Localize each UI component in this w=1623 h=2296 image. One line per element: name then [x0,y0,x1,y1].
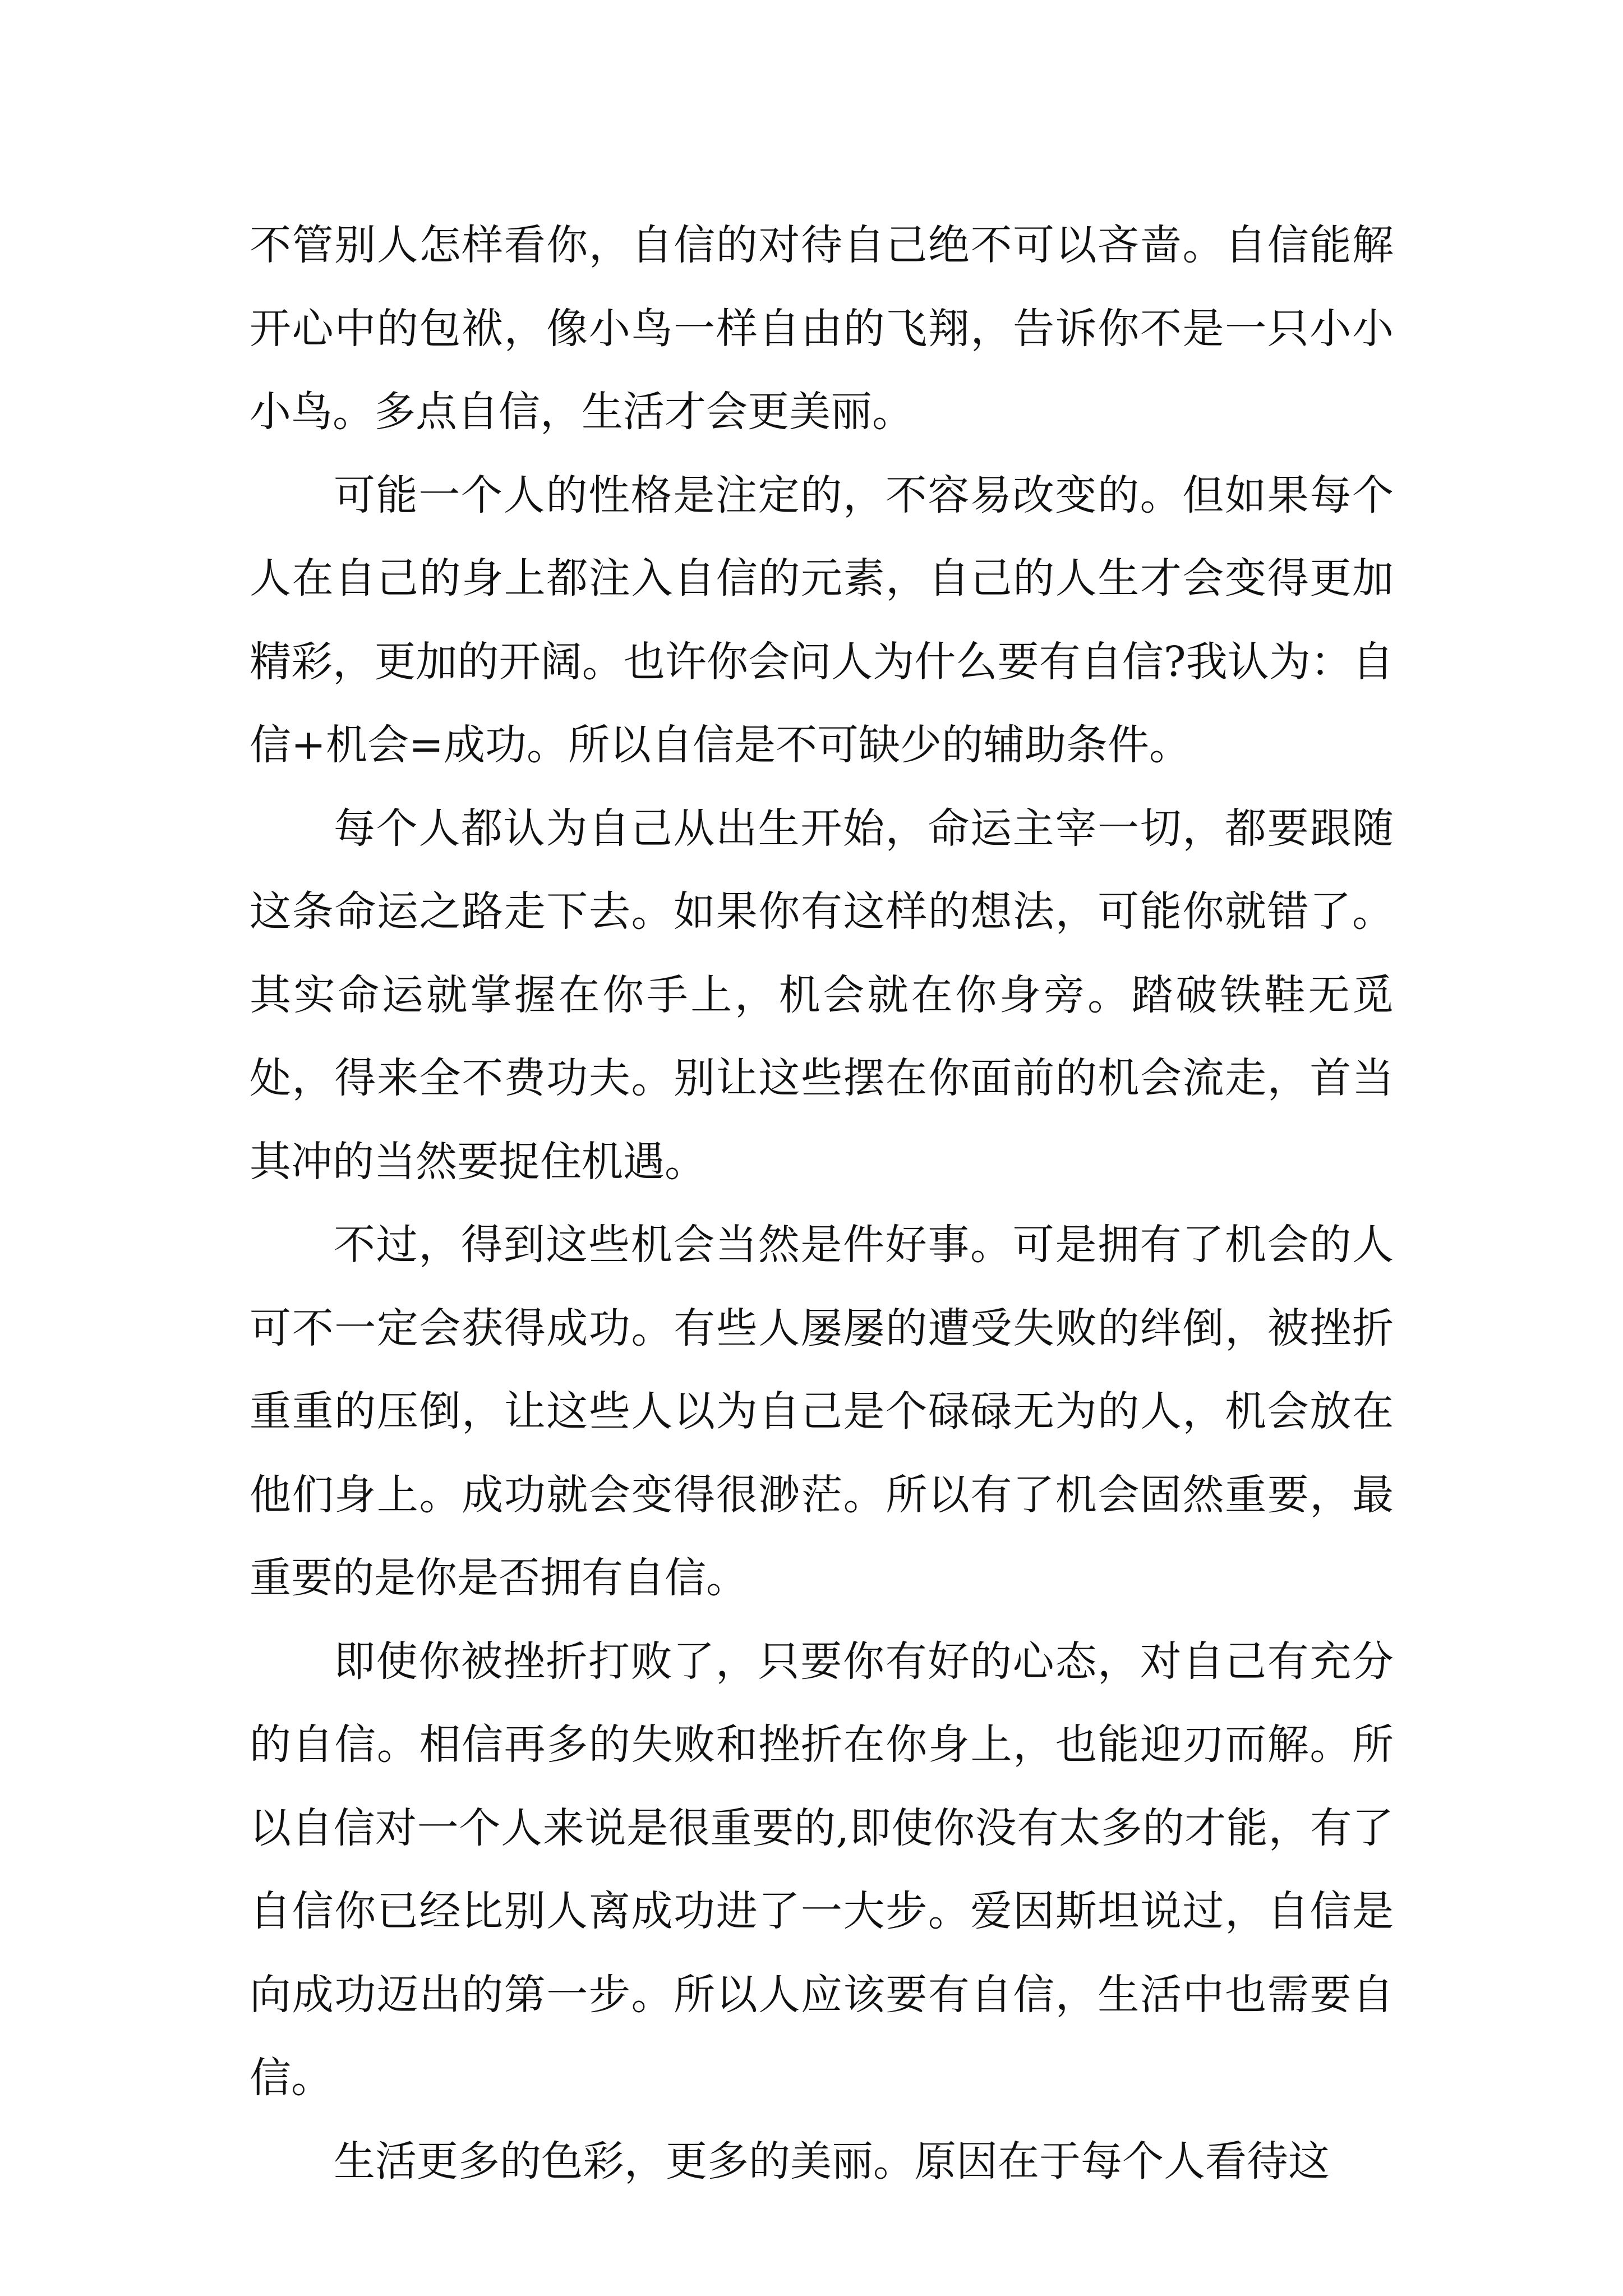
document-body [250,204,1394,2203]
paragraph-2: 可能一个人的性格是注定的，不容易改变的。但如果每个人在自己的身上都注入自信的元素，自己的人生才会变得更加精彩，更加的开阔。也许你会问人为什么要有自信?我认为：自信+机会=成功。所以自信是不可缺少的辅助条件。 [250,471,1394,769]
paragraph-4: 不过，得到这些机会当然是件好事。可是拥有了机会的人可不一定会获得成功。有些人屡屡的遭受失败的绊倒，被挫折重重的压倒，让这些人以为自己是个碌碌无为的人，机会放在他们身上。成功就会变得很渺茫。所以有了机会固然重要，最重要的是你是否拥有自信。 [250,1221,1394,1602]
paragraph-1: 不管别人怎样看你，自信的对待自己绝不可以吝啬。自信能解开心中的包袱，像小鸟一样自由的飞翔，告诉你不是一只小小小鸟。多点自信，生活才会更美丽。 [250,221,1394,436]
paragraph-6: 生活更多的色彩，更多的美丽。原因在于每个人看待这 [334,2137,1330,2185]
paragraph-3: 每个人都认为自己从出生开始，命运主宰一切，都要跟随这条命运之路走下去。如果你有这样的想法，可能你就错了。其实命运就掌握在你手上，机会就在你身旁。踏破铁鞋无觅处，得来全不费功夫。别让这些摆在你面前的机会流走，首当其冲的当然要捉住机遇。 [250,804,1394,1186]
paragraph-5: 即使你被挫折打败了，只要你有好的心态，对自己有充分的自信。相信再多的失败和挫折在你身上，也能迎刃而解。所以自信对一个人来说是很重要的,即使你没有太多的才能，有了自信你已经比别人离成功进了一大步。爱因斯坦说过，自信是向成功迈出的第一步。所以人应该要有自信，生活中也需要自信。 [250,1637,1394,2102]
